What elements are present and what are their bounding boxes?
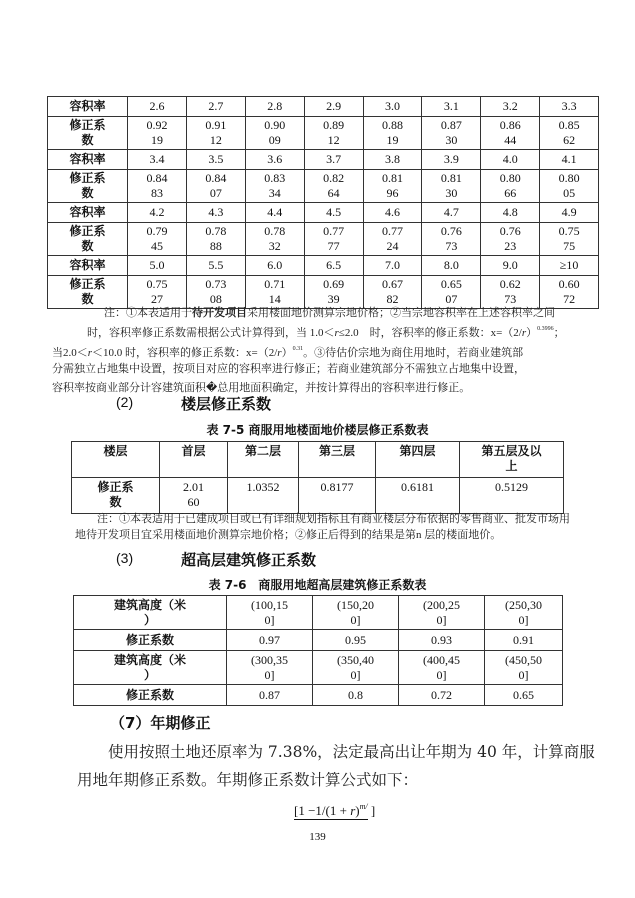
rate-label-cell: 容积率 (48, 203, 128, 223)
far-coef-row (48, 117, 599, 150)
rate-cell: 3.9 (422, 150, 481, 170)
rate-cell: 3.6 (245, 150, 304, 170)
height-coef-row (74, 630, 563, 651)
value-line: 45 (150, 239, 163, 253)
coef-cell (245, 117, 304, 150)
value-line: 0.75 (146, 277, 168, 291)
value-line: 0] (350, 668, 361, 682)
coef-label-cell (48, 276, 128, 309)
rate-cell: 3.2 (481, 97, 540, 117)
coef-cell (128, 223, 187, 256)
coef-cell: 0.91 (485, 630, 563, 651)
coef-cell: 0.87 (227, 685, 313, 706)
rate-cell: 3.4 (128, 150, 187, 170)
far-correction-table (47, 96, 599, 309)
rate-cell: 2.6 (128, 97, 187, 117)
formula-exponent: m/ (359, 802, 368, 811)
label-line: 数 (109, 495, 122, 509)
note-line-1 (52, 305, 612, 321)
label-line: ） (143, 668, 156, 682)
value-line: (100,15 (251, 598, 288, 612)
floor-header-cell: 楼层 (72, 442, 160, 478)
section-3-number: (3) (116, 550, 134, 566)
rate-label-cell: 容积率 (48, 256, 128, 276)
formula-numerator (294, 802, 375, 819)
rate-cell: 4.0 (481, 150, 540, 170)
value-line: 83 (150, 186, 163, 200)
floor-header-cell: 第二层 (228, 442, 299, 478)
value-line: 32 (268, 239, 281, 253)
value-line: 0.75 (558, 224, 580, 238)
floor-coef-row (72, 478, 564, 514)
rate-cell: 4.8 (481, 203, 540, 223)
far-coef-row (48, 276, 599, 309)
value-line: 0.62 (499, 277, 521, 291)
section-7-title: （7）年期修正 (110, 714, 211, 732)
coef-label-cell (48, 170, 128, 203)
value-line: 05 (563, 186, 576, 200)
value-line: 0.92 (146, 118, 168, 132)
coef-cell: 0.5129 (460, 478, 564, 514)
coef-cell: 0.6181 (376, 478, 460, 514)
coef-cell (160, 478, 228, 514)
value-line: (350,40 (337, 653, 374, 667)
note-line-2 (52, 321, 612, 341)
value-line: 0.82 (323, 171, 345, 185)
header-text-line: 第五层及以 (481, 444, 542, 458)
note-line-1: 注：①本表适用于已建成项目或已有详细规划指标且有商业楼层分布依据的零售商业、批发市场用 (97, 513, 570, 525)
coef-cell: 0.8 (313, 685, 399, 706)
label-line: 数 (81, 133, 94, 147)
rate-cell: 4.3 (186, 203, 245, 223)
value-line: 0.67 (381, 277, 403, 291)
table-7-6-title: 表 7-6 商服用地超高层建筑修正系数表 (208, 578, 427, 592)
value-line: 73 (445, 239, 458, 253)
note-text: ≤2.0 时，容积率的修正系数：x=（2/ (338, 327, 522, 339)
rate-cell: 6.0 (245, 256, 304, 276)
label-line: 修正系 (69, 171, 106, 185)
value-line: 39 (327, 292, 340, 306)
range-cell (399, 651, 485, 685)
value-line: 82 (386, 292, 399, 306)
value-line: 0.84 (205, 171, 227, 185)
rate-cell: 4.5 (304, 203, 363, 223)
range-cell (485, 651, 563, 685)
value-line: 72 (563, 292, 576, 306)
value-line: 0.90 (264, 118, 286, 132)
value-line: 0.81 (440, 171, 462, 185)
value-line: 12 (327, 133, 340, 147)
value-line: (300,35 (251, 653, 288, 667)
coef-cell: 0.72 (399, 685, 485, 706)
rate-cell: 2.9 (304, 97, 363, 117)
far-rate-row (48, 150, 599, 170)
note-var: r (87, 347, 93, 359)
far-coef-row (48, 223, 599, 256)
note-text: 采用楼面地价测算宗地价格；②当宗地容积率在上述容积率之间 (247, 307, 555, 319)
rate-cell: 6.5 (304, 256, 363, 276)
value-line: 0.89 (323, 118, 345, 132)
rate-cell: 3.3 (540, 97, 599, 117)
note-text: ） (281, 347, 293, 359)
rate-cell: 3.8 (363, 150, 422, 170)
value-line: 0.73 (205, 277, 227, 291)
coef-cell (245, 170, 304, 203)
floor-header-row (72, 442, 564, 478)
coef-cell (304, 117, 363, 150)
floor-header-cell (460, 442, 564, 478)
height-correction-table (73, 595, 563, 706)
coef-cell (363, 117, 422, 150)
floor-header-cell: 首层 (160, 442, 228, 478)
coef-label-cell (48, 117, 128, 150)
note-line-3 (52, 341, 612, 361)
coef-cell (481, 276, 540, 309)
height-label-cell (74, 651, 227, 685)
value-line: 0] (436, 613, 447, 627)
value-line: 0.78 (205, 224, 227, 238)
range-cell (485, 596, 563, 630)
formula-text: ] (367, 803, 376, 818)
value-line: 0.84 (146, 171, 168, 185)
coef-cell (540, 170, 599, 203)
value-line: 0.80 (558, 171, 580, 185)
section-number: (2) (116, 394, 134, 410)
value-line: 64 (327, 186, 340, 200)
note-var: r (277, 347, 282, 359)
value-line: 34 (268, 186, 281, 200)
range-cell (227, 651, 313, 685)
coef-cell (422, 170, 481, 203)
rate-label-cell: 容积率 (48, 150, 128, 170)
note-var: r (334, 327, 339, 339)
coef-cell (422, 223, 481, 256)
label-line: 修正系 (69, 118, 106, 132)
value-line: 0.80 (499, 171, 521, 185)
coef-cell (186, 276, 245, 309)
value-line: 96 (386, 186, 399, 200)
rate-cell: 4.6 (363, 203, 422, 223)
coef-label-cell: 修正系数 (74, 685, 227, 706)
formula-text: [1 −1/(1 + (294, 803, 351, 818)
height-range-row (74, 651, 563, 685)
value-line: 77 (327, 239, 340, 253)
value-line: 0.87 (440, 118, 462, 132)
note-text: 注：①本表适用于 (104, 307, 192, 319)
note-text: ） (526, 327, 538, 339)
note-line-4: 分需独立占地集中设置，按项目对应的容积率进行修正；若商业建筑部分不需独立占地集中设置， (52, 363, 525, 375)
floor-correction-table (71, 441, 564, 514)
value-line: 0.71 (264, 277, 286, 291)
coef-label-cell (72, 478, 160, 514)
label-line: 修正系 (97, 480, 134, 494)
note-text: 。③待估价宗地为商住用地时，若商业建筑部 (303, 347, 524, 359)
value-line: 19 (386, 133, 399, 147)
coef-cell: 0.65 (485, 685, 563, 706)
value-line: 27 (150, 292, 163, 306)
value-line: 08 (209, 292, 222, 306)
coef-label-cell: 修正系数 (74, 630, 227, 651)
range-cell (313, 651, 399, 685)
rate-cell: 4.2 (128, 203, 187, 223)
value-line: 0] (264, 613, 275, 627)
rate-cell: 5.0 (128, 256, 187, 276)
value-line: 66 (504, 186, 517, 200)
coef-cell (186, 170, 245, 203)
note-line-5: 容积率按商业部分计容建筑面积�总用地面积确定，并按计算得出的容积率进行修正。 (52, 382, 471, 394)
coef-cell (481, 223, 540, 256)
far-rate-row (48, 203, 599, 223)
value-line: (150,20 (337, 598, 374, 612)
note-line-2: 地待开发项目宜采用楼面地价测算宗地价格；②修正后得到的结果是第n 层的楼面地价。 (75, 529, 502, 541)
value-line: 0.79 (146, 224, 168, 238)
rate-cell: 3.0 (363, 97, 422, 117)
label-line: 修正系 (69, 277, 106, 291)
paragraph-line-2: 用地年期修正系数。年期修正系数计算公式如下： (77, 771, 419, 789)
coef-cell (363, 276, 422, 309)
label-line: 修正系 (69, 224, 106, 238)
section-2-title: 楼层修正系数 (181, 395, 272, 413)
far-rate-row (48, 256, 599, 276)
coef-cell (422, 276, 481, 309)
coef-cell (304, 276, 363, 309)
value-line: 0.77 (381, 224, 403, 238)
value-line: 0.91 (205, 118, 227, 132)
label-line: 数 (81, 292, 94, 306)
section-2-heading (116, 394, 133, 412)
value-line: 0.85 (558, 118, 580, 132)
value-line: 07 (445, 292, 458, 306)
coef-cell (363, 170, 422, 203)
rate-cell: 2.8 (245, 97, 304, 117)
value-line: 0.81 (381, 171, 403, 185)
value-line: 23 (504, 239, 517, 253)
value-line: 09 (268, 133, 281, 147)
value-line: 07 (209, 186, 222, 200)
value-line: 24 (386, 239, 399, 253)
value-line: 0] (350, 613, 361, 627)
coef-cell (245, 223, 304, 256)
value-line: 2.01 (183, 480, 204, 494)
label-line: ） (143, 613, 156, 627)
header-text-line: 上 (505, 459, 518, 473)
coef-cell: 0.97 (227, 630, 313, 651)
floor-table-note (75, 511, 595, 543)
height-range-row (74, 596, 563, 630)
coef-cell (128, 117, 187, 150)
value-line: 19 (150, 133, 163, 147)
coef-label-cell (48, 223, 128, 256)
value-line: (450,50 (505, 653, 542, 667)
value-line: 0.69 (323, 277, 345, 291)
note-var: r (521, 327, 527, 339)
value-line: 0.83 (264, 171, 286, 185)
value-line: 0] (518, 613, 529, 627)
value-line: 0.77 (323, 224, 345, 238)
coef-cell (540, 223, 599, 256)
coef-cell (245, 276, 304, 309)
value-line: 0.76 (440, 224, 462, 238)
range-cell (227, 596, 313, 630)
coef-cell (304, 223, 363, 256)
rate-cell: 5.5 (186, 256, 245, 276)
rate-cell: 3.1 (422, 97, 481, 117)
note-exponent: 0.3996 (537, 326, 554, 332)
label-line: 建筑高度（米 (113, 653, 186, 667)
far-rate-row (48, 97, 599, 117)
value-line: 0] (518, 668, 529, 682)
table-7-5-title: 表 7-5 商服用地楼面地价楼层修正系数表 (206, 423, 429, 437)
note-text: 时，容积率修正系数需根据公式计算得到，当 1.0＜ (87, 327, 335, 339)
coef-cell: 0.8177 (299, 478, 376, 514)
value-line: 44 (504, 133, 517, 147)
range-cell (313, 596, 399, 630)
value-line: 0] (264, 668, 275, 682)
value-line: 0.86 (499, 118, 521, 132)
coef-cell (304, 170, 363, 203)
value-line: 0.76 (499, 224, 521, 238)
coef-cell (186, 223, 245, 256)
coef-cell: 0.95 (313, 630, 399, 651)
section-3-title: 超高层建筑修正系数 (181, 551, 317, 569)
rate-cell: 4.4 (245, 203, 304, 223)
label-line: 数 (81, 239, 94, 253)
note-exponent: 0.31 (292, 346, 304, 352)
coef-cell (540, 276, 599, 309)
value-line: 62 (563, 133, 576, 147)
coef-cell (422, 117, 481, 150)
value-line: 30 (445, 186, 458, 200)
value-line: 0] (436, 668, 447, 682)
formula-text: ) (355, 803, 360, 818)
rate-label-cell: 容积率 (48, 97, 128, 117)
value-line: 88 (209, 239, 222, 253)
rate-cell: 7.0 (363, 256, 422, 276)
coef-cell (481, 170, 540, 203)
value-line: 0.88 (381, 118, 403, 132)
coef-cell (363, 223, 422, 256)
far-table-note (52, 305, 612, 396)
coef-cell: 0.93 (399, 630, 485, 651)
rate-cell: 8.0 (422, 256, 481, 276)
height-coef-row (74, 685, 563, 706)
label-line: 建筑高度（米 (113, 598, 186, 612)
value-line: 14 (268, 292, 281, 306)
rate-cell: ≥10 (540, 256, 599, 276)
value-line: 75 (563, 239, 576, 253)
note-text: 当2.0＜ (52, 347, 88, 359)
height-label-cell (74, 596, 227, 630)
rate-cell: 4.7 (422, 203, 481, 223)
coef-cell (186, 117, 245, 150)
coef-cell (128, 276, 187, 309)
note-text: ＜10.0 时，容积率的修正系数：x=（2/ (92, 347, 278, 359)
value-line: (200,25 (423, 598, 460, 612)
coef-cell (128, 170, 187, 203)
paragraph-line-1: 使用按照土地还原率为 7.38%，法定最高出让年期为 40 年，计算商服 (108, 743, 595, 761)
rate-cell: 9.0 (481, 256, 540, 276)
value-line: 73 (504, 292, 517, 306)
coef-cell: 1.0352 (228, 478, 299, 514)
value-line: 12 (209, 133, 222, 147)
value-line: 0.78 (264, 224, 286, 238)
value-line: 30 (445, 133, 458, 147)
page-number: 139 (309, 831, 326, 843)
coef-cell (481, 117, 540, 150)
range-cell (399, 596, 485, 630)
value-line: 0.60 (558, 277, 580, 291)
formula-var: r (350, 803, 356, 818)
rate-cell: 2.7 (186, 97, 245, 117)
rate-cell: 3.7 (304, 150, 363, 170)
note-bold-text: 待开发项目 (192, 306, 247, 319)
value-line: (250,30 (505, 598, 542, 612)
coef-cell (540, 117, 599, 150)
value-line: (400,45 (423, 653, 460, 667)
formula-fraction-line (294, 803, 368, 820)
rate-cell: 4.9 (540, 203, 599, 223)
far-coef-row (48, 170, 599, 203)
floor-header-cell: 第三层 (299, 442, 376, 478)
floor-header-cell: 第四层 (376, 442, 460, 478)
label-line: 数 (81, 186, 94, 200)
value-line: 0.65 (440, 277, 462, 291)
note-text: ； (553, 327, 565, 339)
value-line: 60 (187, 495, 200, 509)
rate-cell: 3.5 (186, 150, 245, 170)
rate-cell: 4.1 (540, 150, 599, 170)
